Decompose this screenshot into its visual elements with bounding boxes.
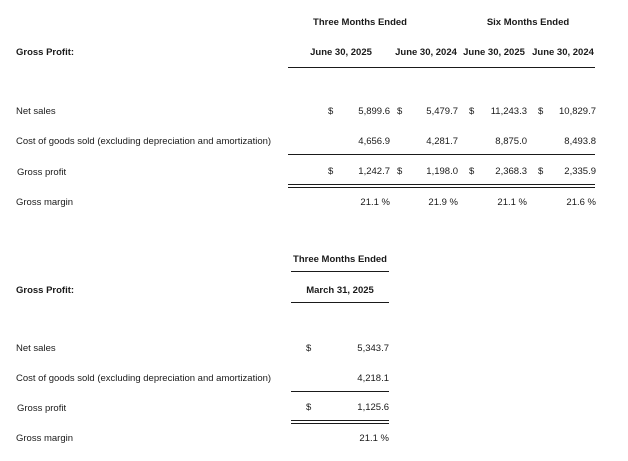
currency-symbol: $ <box>397 166 403 177</box>
currency-symbol: $ <box>538 106 544 117</box>
cell-value: 8,493.8 <box>564 136 596 147</box>
group-header-six-months: Six Months Ended <box>486 17 570 28</box>
cell-value: 21.6 % <box>566 197 596 208</box>
cell-value: 2,335.9 <box>564 166 596 177</box>
cell-value: 1,242.7 <box>358 166 390 177</box>
cell-value: 21.9 % <box>428 197 458 208</box>
col-header-jun-2024-3m: June 30, 2024 <box>395 47 457 58</box>
cell-value: 4,218.1 <box>357 373 389 384</box>
row-label: Gross profit <box>17 403 67 414</box>
group-header-three-months: Three Months Ended <box>313 17 407 28</box>
col-header-mar-2025: March 31, 2025 <box>306 285 374 296</box>
row-label: Gross margin <box>16 433 74 444</box>
cell-value: 2,368.3 <box>495 166 527 177</box>
currency-symbol: $ <box>306 402 312 413</box>
subtotal-rule <box>291 391 389 392</box>
group-header-three-months: Three Months Ended <box>293 254 387 265</box>
cell-value: 1,125.6 <box>357 402 389 413</box>
section-label: Gross Profit: <box>16 285 75 296</box>
col-header-jun-2024-6m: June 30, 2024 <box>532 47 594 58</box>
cell-value: 4,656.9 <box>358 136 390 147</box>
cell-value: 5,479.7 <box>426 106 458 117</box>
row-label: Net sales <box>16 106 56 117</box>
cell-value: 5,899.6 <box>358 106 390 117</box>
currency-symbol: $ <box>306 343 312 354</box>
row-label: Cost of goods sold (excluding depreciation and amortization) <box>16 136 272 147</box>
col-header-jun-2025-3m: June 30, 2025 <box>310 47 372 58</box>
cell-value: 21.1 % <box>360 197 390 208</box>
cell-value: 4,281.7 <box>426 136 458 147</box>
row-label: Gross margin <box>16 197 74 208</box>
currency-symbol: $ <box>538 166 544 177</box>
subtotal-rule <box>288 154 595 155</box>
total-double-rule <box>291 420 389 424</box>
currency-symbol: $ <box>328 166 334 177</box>
cell-value: 1,198.0 <box>426 166 458 177</box>
currency-symbol: $ <box>397 106 403 117</box>
currency-symbol: $ <box>469 166 475 177</box>
cell-value: 21.1 % <box>359 433 389 444</box>
group-header-rule <box>291 271 389 272</box>
row-label: Net sales <box>16 343 56 354</box>
col-header-jun-2025-6m: June 30, 2025 <box>463 47 525 58</box>
currency-symbol: $ <box>328 106 334 117</box>
cell-value: 10,829.7 <box>559 106 596 117</box>
row-label: Cost of goods sold (excluding depreciation and amortization) <box>16 373 272 384</box>
header-rule <box>288 67 595 68</box>
row-label: Gross profit <box>17 167 67 178</box>
cell-value: 5,343.7 <box>357 343 389 354</box>
cell-value: 11,243.3 <box>490 106 527 117</box>
cell-value: 21.1 % <box>497 197 527 208</box>
currency-symbol: $ <box>469 106 475 117</box>
section-label: Gross Profit: <box>16 47 75 58</box>
header-rule <box>291 302 389 303</box>
cell-value: 8,875.0 <box>495 136 527 147</box>
total-double-rule <box>288 184 595 188</box>
